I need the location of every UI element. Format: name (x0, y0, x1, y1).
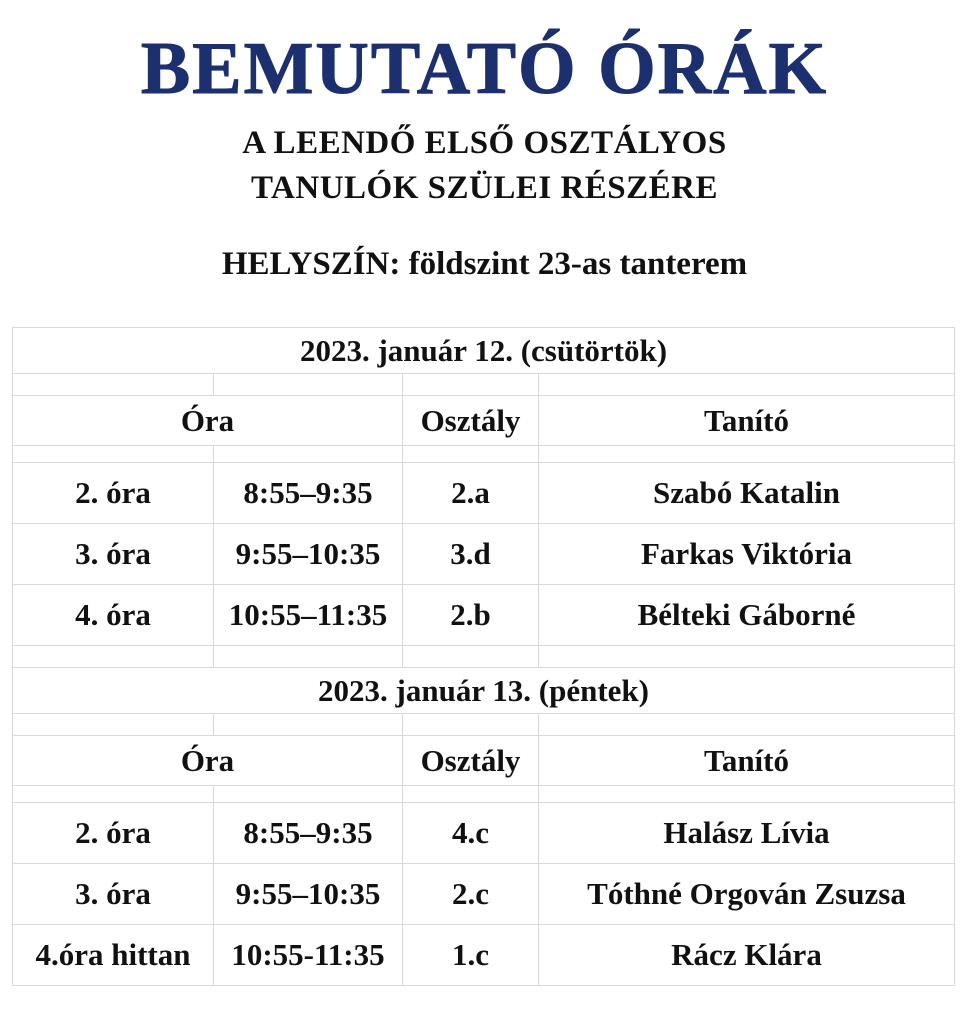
table-row (13, 463, 955, 524)
spacer-row (13, 374, 955, 396)
table-row (13, 925, 955, 986)
column-header-tanito: Tanító (539, 396, 955, 446)
table-row (13, 585, 955, 646)
subtitle-line-2: TANULÓK SZÜLEI RÉSZÉRE (250, 170, 719, 206)
cell-tanito: Szabó Katalin (539, 463, 955, 524)
column-header-ora: Óra (13, 396, 403, 446)
cell-osztaly: 3.d (403, 524, 539, 585)
page-title: BEMUTATÓ ÓRÁK (140, 28, 829, 110)
spacer-row (13, 446, 955, 463)
cell-tanito: Rácz Klára (539, 925, 955, 986)
schedule-table (12, 327, 955, 986)
column-header-osztaly: Osztály (403, 396, 539, 446)
table-row (13, 803, 955, 864)
cell-ido: 8:55–9:35 (214, 803, 403, 864)
spacer-row (13, 646, 955, 668)
cell-tanito: Halász Lívia (539, 803, 955, 864)
cell-ido: 9:55–10:35 (214, 864, 403, 925)
cell-osztaly: 2.c (403, 864, 539, 925)
cell-ora: 3. óra (13, 524, 214, 585)
spacer-row (13, 786, 955, 803)
column-header-osztaly: Osztály (403, 736, 539, 786)
cell-tanito: Bélteki Gáborné (539, 585, 955, 646)
cell-tanito: Farkas Viktória (539, 524, 955, 585)
cell-osztaly: 1.c (403, 925, 539, 986)
cell-ora: 4.óra hittan (13, 925, 214, 986)
cell-tanito: Tóthné Orgován Zsuzsa (539, 864, 955, 925)
cell-ido: 10:55–11:35 (214, 585, 403, 646)
column-header-row (13, 396, 955, 446)
cell-ido: 9:55–10:35 (214, 524, 403, 585)
column-header-ora: Óra (13, 736, 403, 786)
spacer-row (13, 714, 955, 736)
cell-ora: 4. óra (13, 585, 214, 646)
cell-osztaly: 4.c (403, 803, 539, 864)
column-header-row (13, 736, 955, 786)
column-header-tanito: Tanító (539, 736, 955, 786)
table-row (13, 524, 955, 585)
table-row (13, 864, 955, 925)
subtitle-line-1: A LEENDŐ ELSŐ OSZTÁLYOS (242, 125, 727, 161)
location-line: HELYSZÍN: földszint 23-as tanterem (221, 246, 748, 282)
cell-ora: 3. óra (13, 864, 214, 925)
day-date: 2023. január 13. (péntek) (13, 668, 955, 714)
cell-ido: 10:55-11:35 (214, 925, 403, 986)
day-date-row (13, 668, 955, 714)
day-date: 2023. január 12. (csütörtök) (13, 328, 955, 374)
cell-osztaly: 2.b (403, 585, 539, 646)
day-date-row (13, 328, 955, 374)
cell-ido: 8:55–9:35 (214, 463, 403, 524)
cell-ora: 2. óra (13, 803, 214, 864)
cell-osztaly: 2.a (403, 463, 539, 524)
cell-ora: 2. óra (13, 463, 214, 524)
